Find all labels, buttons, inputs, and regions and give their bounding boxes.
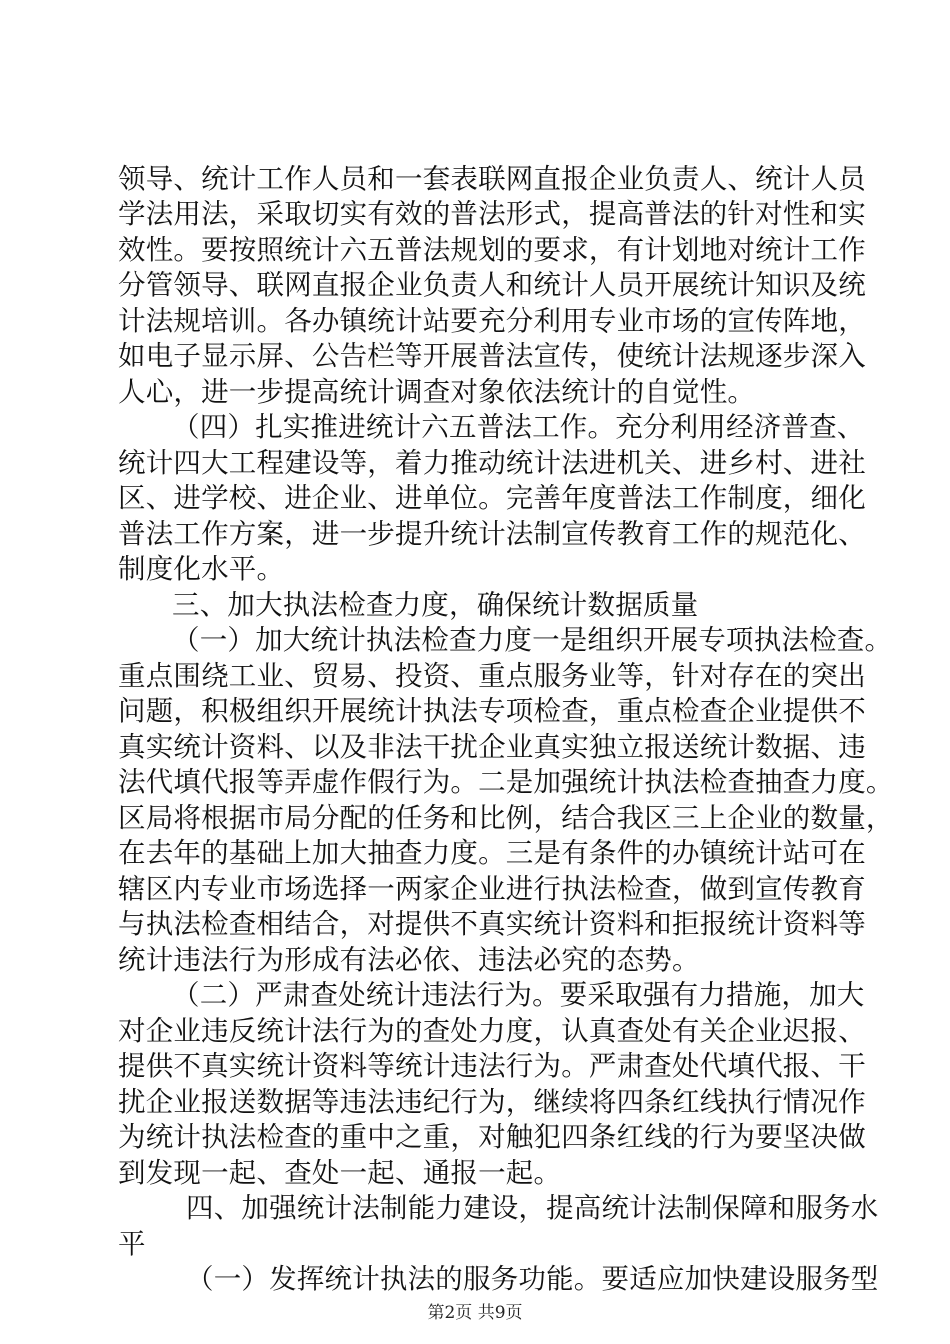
text-line: 区局将根据市局分配的任务和比例，结合我区三上企业的数量， [118, 802, 894, 834]
text-line: 辖区内专业市场选择一两家企业进行执法检查，做到宣传教育 [118, 873, 866, 905]
text-line: 统计违法行为形成有法必依、违法必究的态势。 [118, 944, 700, 976]
text-line: 制度化水平。 [118, 553, 285, 585]
page-number-footer: 第2页 共9页 [427, 1303, 523, 1323]
text-line: 扰企业报送数据等违法违纪行为，继续将四条红线执行情况作 [118, 1086, 866, 1118]
text-line: （一）加大统计执法检查力度一是组织开展专项执法检查。 [172, 624, 893, 656]
text-line: 为统计执法检查的重中之重，对触犯四条红线的行为要坚决做 [118, 1121, 866, 1153]
text-line: 真实统计资料、以及非法干扰企业真实独立报送统计数据、违 [118, 731, 866, 763]
text-line: 效性。要按照统计六五普法规划的要求，有计划地对统计工作 [118, 234, 866, 266]
text-line: 对企业违反统计法行为的查处力度，认真查处有关企业迟报、 [118, 1015, 866, 1047]
text-line: 领导、统计工作人员和一套表联网直报企业负责人、统计人员 [118, 163, 866, 195]
section-heading: 四、加强统计法制能力建设，提高统计法制保障和服务水 [186, 1192, 879, 1224]
section-heading-continued: 平 [118, 1228, 146, 1260]
text-line: 如电子显示屏、公告栏等开展普法宣传，使统计法规逐步深入 [118, 340, 866, 372]
text-line: （二）严肃查处统计违法行为。要采取强有力措施，加大 [172, 979, 865, 1011]
text-line: 与执法检查相结合，对提供不真实统计资料和拒报统计资料等 [118, 908, 866, 940]
text-line: 重点围绕工业、贸易、投资、重点服务业等，针对存在的突出 [118, 660, 866, 692]
text-line: 计法规培训。各办镇统计站要充分利用专业市场的宣传阵地， [118, 305, 866, 337]
text-line: 区、进学校、进企业、进单位。完善年度普法工作制度，细化 [118, 482, 866, 514]
text-line: 法代填代报等弄虚作假行为。二是加强统计执法检查抽查力度。 [118, 766, 894, 798]
text-line: （四）扎实推进统计六五普法工作。充分利用经济普查、 [172, 411, 865, 443]
text-line: 到发现一起、查处一起、通报一起。 [118, 1157, 562, 1189]
text-line: 分管领导、联网直报企业负责人和统计人员开展统计知识及统 [118, 269, 866, 301]
text-line: 人心，进一步提高统计调查对象依法统计的自觉性。 [118, 376, 756, 408]
text-line: 在去年的基础上加大抽查力度。三是有条件的办镇统计站可在 [118, 837, 866, 869]
section-heading: 三、加大执法检查力度，确保统计数据质量 [172, 589, 699, 621]
text-line: 普法工作方案，进一步提升统计法制宣传教育工作的规范化、 [118, 518, 866, 550]
text-line: 提供不真实统计资料等统计违法行为。严肃查处代填代报、干 [118, 1050, 866, 1082]
text-line: （一）发挥统计执法的服务功能。要适应加快建设服务型 [186, 1263, 879, 1295]
text-line: 统计四大工程建设等，着力推动统计法进机关、进乡村、进社 [118, 447, 866, 479]
text-line: 问题，积极组织开展统计执法专项检查，重点检查企业提供不 [118, 695, 866, 727]
text-line: 学法用法，采取切实有效的普法形式，提高普法的针对性和实 [118, 198, 866, 230]
